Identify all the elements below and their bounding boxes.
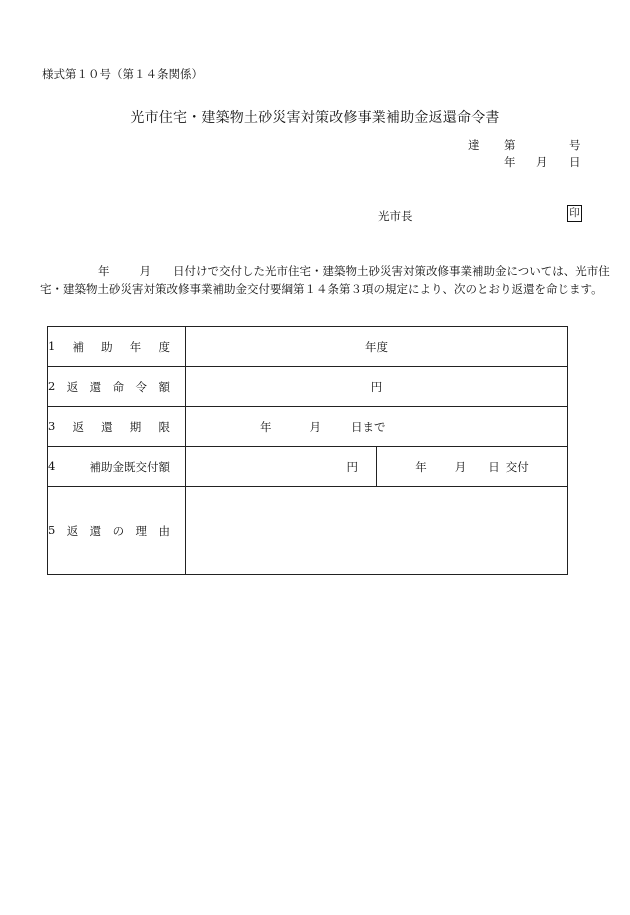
fiscal-year-field[interactable]: 年度	[186, 327, 568, 367]
table-row	[48, 447, 568, 487]
table-row	[48, 407, 568, 447]
body-month: 月	[139, 264, 151, 278]
seal-mark: 印	[567, 205, 582, 222]
issue-date-year: 年	[504, 155, 516, 169]
granted-amount-field[interactable]: 円	[186, 447, 377, 487]
row-label: 3 返 還 期 限	[48, 407, 186, 447]
issue-date-day: 日	[569, 155, 581, 169]
doc-number-prefix: 達	[468, 138, 480, 152]
document-title: 光市住宅・建築物土砂災害対策改修事業補助金返還命令書	[130, 110, 500, 126]
repayment-reason-field[interactable]	[186, 487, 568, 575]
issue-date-month: 月	[536, 155, 548, 169]
order-body-text	[40, 262, 610, 298]
body-line-2: 宅・建築物土砂災害対策改修事業補助金交付要綱第１４条第３項の規定により、次のとおり返還を命じます。	[40, 282, 603, 296]
table-row	[48, 327, 568, 367]
form-number: 様式第１０号（第１４条関係）	[42, 67, 203, 81]
body-year: 年	[98, 264, 110, 278]
repayment-deadline-field[interactable]: 年 月 日まで	[186, 407, 568, 447]
row-label: 5 返 還 の 理 由	[48, 487, 186, 575]
repayment-amount-field[interactable]: 円	[186, 367, 568, 407]
doc-number-dai: 第	[504, 138, 516, 152]
row-label: 4 補助金既交付額	[48, 447, 186, 487]
repayment-details-table	[47, 326, 568, 575]
grant-date-field[interactable]: 年 月 日 交付	[377, 447, 568, 487]
doc-number-go: 号	[569, 138, 581, 152]
table-row	[48, 487, 568, 575]
table-row	[48, 367, 568, 407]
row-label: 2 返 還 命 令 額	[48, 367, 186, 407]
body-line-1	[40, 262, 610, 280]
body-line1-rest: 日付けで交付した光市住宅・建築物土砂災害対策改修事業補助金については、光市住	[173, 264, 610, 278]
row-label: 1 補 助 年 度	[48, 327, 186, 367]
issuer-name: 光市長	[378, 209, 413, 223]
